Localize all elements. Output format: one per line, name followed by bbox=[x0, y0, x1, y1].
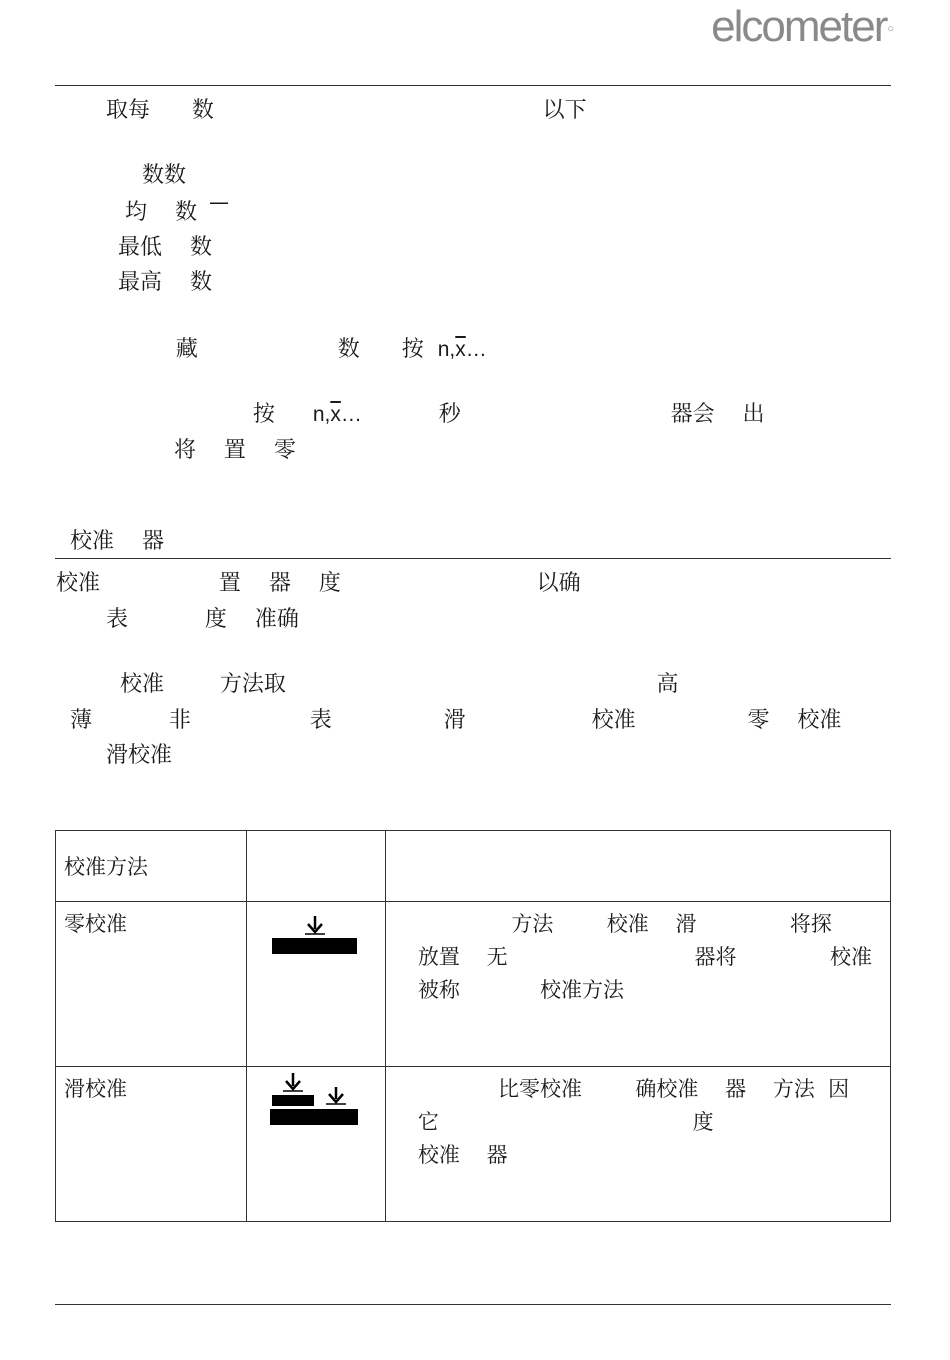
footer-divider bbox=[55, 1304, 891, 1305]
stat-item-max: 最高 数 bbox=[118, 270, 212, 295]
nx-key-label-2: $n,\overline{x}\dots$ bbox=[312, 403, 362, 426]
desc-smooth-line: 校准 器 bbox=[417, 1143, 508, 1167]
desc-smooth-line: 比零校准 确校准 器 方法 因 bbox=[417, 1077, 850, 1101]
desc-zero-line: 被称 校准方法 bbox=[417, 978, 625, 1002]
smooth-calibration-icon bbox=[270, 1073, 358, 1125]
nx-key-label: $n,\overline{x}\dots$ bbox=[437, 338, 487, 361]
section-p2-line1: 校准 方法取 高 bbox=[78, 672, 679, 697]
header-method: 校准方法 bbox=[56, 831, 247, 902]
icon-cell-zero bbox=[247, 902, 386, 1067]
icon-cell-smooth bbox=[247, 1067, 386, 1222]
header-icon bbox=[247, 831, 386, 902]
section-p2-line2: 薄 非 表 滑 校准 零 校准 bbox=[56, 708, 842, 733]
reset-stats-line2: 将 置 零 bbox=[118, 438, 296, 463]
method-zero: 零校准 bbox=[56, 902, 247, 1067]
method-smooth: 滑校准 bbox=[56, 1067, 247, 1222]
desc-smooth bbox=[385, 1067, 890, 1222]
stat-item-count: 数数 bbox=[142, 163, 187, 188]
stats-intro: 取每 数 以下 bbox=[78, 98, 587, 123]
desc-smooth-line: 它 度 bbox=[417, 1110, 714, 1134]
stat-item-mean: 均 数 — bbox=[118, 190, 229, 225]
table-row bbox=[56, 1067, 891, 1222]
calibration-methods-table bbox=[55, 830, 891, 1222]
hide-stats-text: 藏 数 按 $n,\overline{x}\dots$ bbox=[78, 337, 487, 362]
section-p2-line3: 滑校准 bbox=[78, 743, 172, 768]
section-divider bbox=[55, 558, 891, 559]
table-row bbox=[56, 902, 891, 1067]
reset-stats-text: 按 $n,\overline{x}\dots$ 秒 器会 出 bbox=[78, 402, 765, 427]
section-p1-line2: 表 度 准确 bbox=[78, 607, 299, 632]
zero-calibration-icon bbox=[272, 914, 357, 954]
header-desc bbox=[385, 831, 890, 902]
desc-zero-line: 放置 无 器将 校准 bbox=[417, 945, 872, 969]
section-title: 校准 器 bbox=[56, 529, 164, 554]
section-p1-line1: 校准 置 器 度 以确 bbox=[56, 571, 581, 596]
desc-zero-line: 方法 校准 滑 将探 bbox=[417, 912, 832, 936]
stat-item-min: 最低 数 bbox=[118, 235, 212, 260]
desc-zero bbox=[385, 902, 890, 1067]
header-divider bbox=[55, 85, 891, 86]
table-header-row bbox=[56, 831, 891, 902]
elcometer-logo: elcometer○ bbox=[711, 2, 892, 51]
mean-symbol: — bbox=[208, 190, 229, 214]
